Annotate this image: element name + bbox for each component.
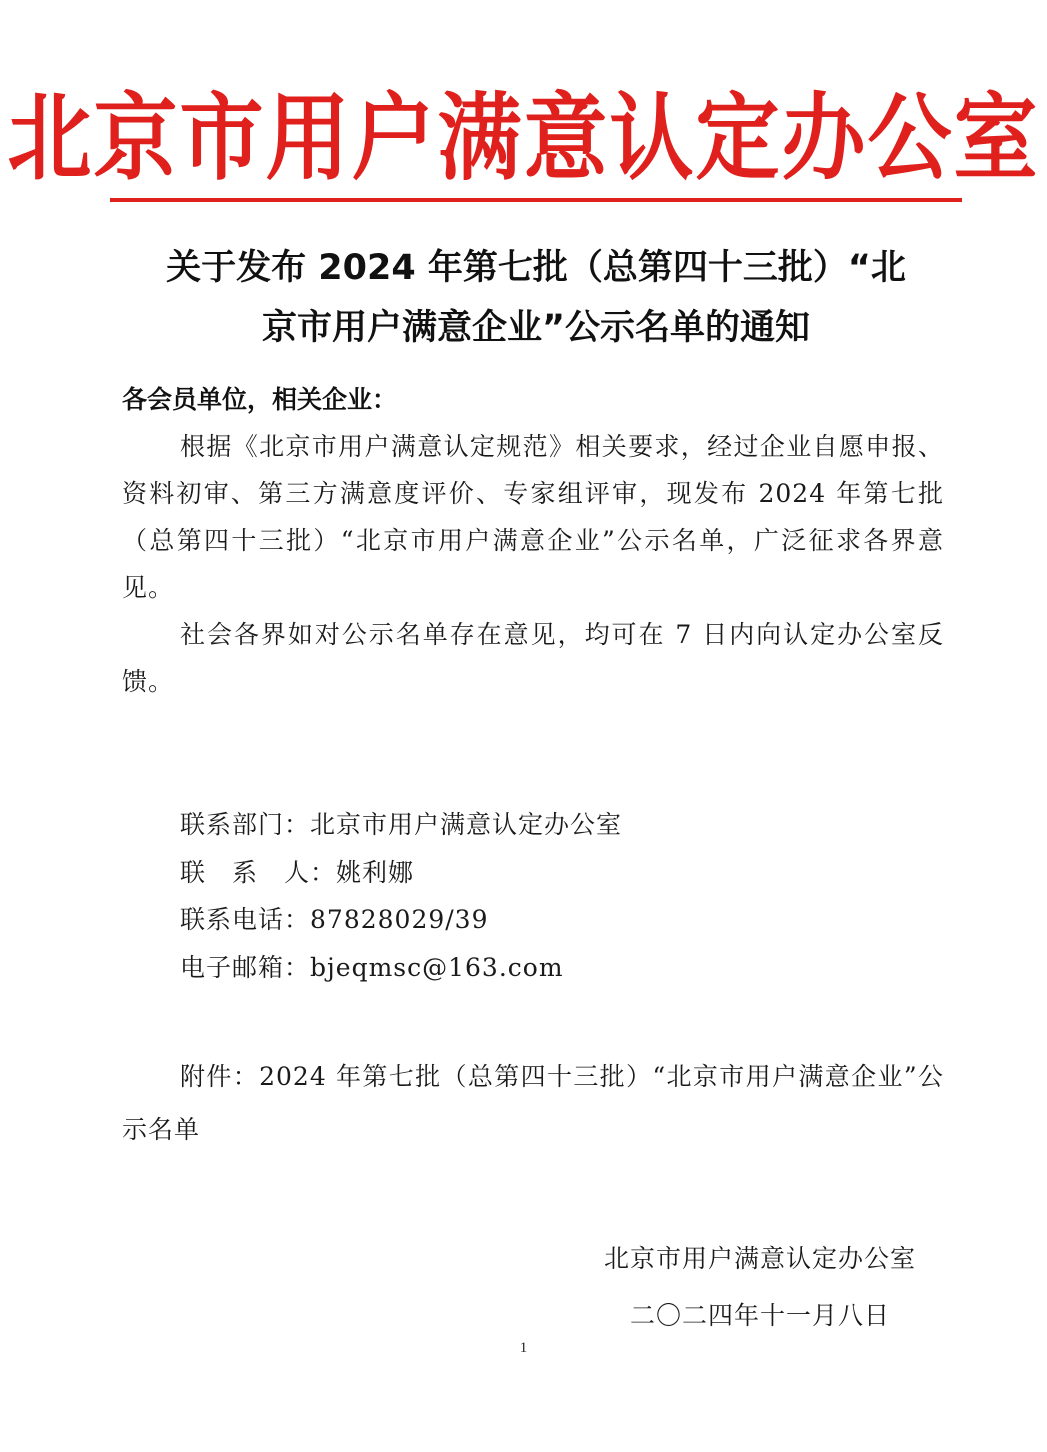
notice-title (110, 238, 962, 358)
signature-date: 二〇二四年十一月八日 (629, 1301, 890, 1330)
letterhead-title: 北京市用户满意认定办公室 (7, 82, 1040, 193)
contact-label: 电子邮箱： (180, 952, 311, 982)
contact-block (180, 801, 622, 991)
contact-label: 联系电话： (180, 905, 311, 934)
page-number: 1 (519, 1340, 528, 1356)
contact-value: 87828029/39 (310, 905, 489, 934)
salutation: 各会员单位，相关企业： (122, 385, 398, 414)
signature-block (560, 1230, 960, 1344)
contact-value: 姚利娜 (336, 857, 415, 887)
contact-row-email (180, 944, 622, 992)
body-paragraph-2: 社会各界如对公示名单存在意见，均可在 7 日内向认定办公室反馈。 (122, 620, 944, 696)
attachment-note: 附件：2024 年第七批（总第四十三批）“北京市用户满意企业”公示名单 (122, 1062, 944, 1144)
contact-value: 北京市用户满意认定办公室 (310, 810, 623, 839)
contact-row-phone (180, 896, 622, 944)
notice-title-line-2: 京市用户满意企业”公示名单的通知 (261, 308, 810, 348)
contact-value: bjeqmsc@163.com (310, 952, 564, 982)
contact-label: 联 系 人： (180, 857, 337, 887)
body-paragraph-1: 根据《北京市用户满意认定规范》相关要求，经过企业自愿申报、资料初审、第三方满意度评价、专家组评审，现发布 2024 年第七批（总第四十三批）“北京市用户满意企业”公示名单，广泛征求各界意见。 (122, 432, 944, 602)
letterhead-red-rule (110, 198, 962, 202)
signature-org: 北京市用户满意认定办公室 (603, 1244, 916, 1273)
contact-label: 联系部门： (180, 810, 311, 839)
contact-row-department (180, 801, 622, 849)
contact-row-person (180, 849, 622, 897)
notice-title-line-1: 关于发布 2024 年第七批（总第四十三批）“北 (166, 248, 906, 288)
